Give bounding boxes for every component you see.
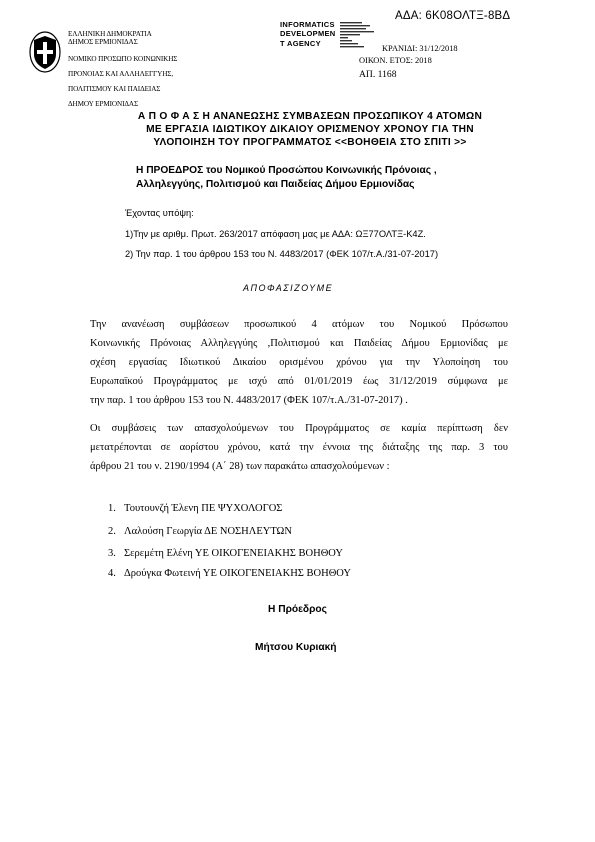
digital-signature-stamp-icon xyxy=(340,21,376,49)
body-line: άρθρου 21 του ν. 2190/1994 (Α΄ 28) των παρακάτω απασχολούμενων : xyxy=(90,461,390,472)
body-line: Κοινωνικής Πρόνοιας Αλληλεγγύης ,Πολιτισμού και Παιδείας Δήμου Ερμιονίδας με xyxy=(90,338,508,349)
employee-number: 1. xyxy=(108,503,116,514)
body-line: μετατρέπονται σε αορίστου χρόνου, κατά την έννοια της διάταξης της παρ. 3 του xyxy=(90,442,508,453)
issuer-line: ΠΟΛΙΤΙΣΜΟΥ ΚΑΙ ΠΑΙΔΕΙΑΣ xyxy=(68,85,161,93)
employee-number: 2. xyxy=(108,526,116,537)
president-heading: Η ΠΡΟΕΔΡΟΣ του Νομικού Προσώπου Κοινωνικής Πρόνοιας , xyxy=(136,165,437,176)
body-line: Ευρωπαϊκού Προγράμματος με ισχύ από 01/01/2019 έως 31/12/2019 σύμφωνα με xyxy=(90,376,508,387)
signature-role: Η Πρόεδρος xyxy=(268,604,327,615)
body-line: Την ανανέωση συμβάσεων προσωπικού 4 ατόμων του Νομικού Πρόσωπου xyxy=(90,319,508,330)
employee-item xyxy=(108,526,292,537)
ada-code: ΑΔΑ: 6Κ08ΟΛΤΞ-8ΒΔ xyxy=(395,10,511,22)
employee-item xyxy=(108,568,351,579)
agency-logo-line: DEVELOPMEN xyxy=(280,29,336,38)
employee-number: 3. xyxy=(108,548,116,559)
body-line: σχέση εργασίας Ιδιωτικού Δικαίου ορισμένου χρόνου για την Υλοποίηση του xyxy=(90,357,508,368)
signature-name: Μήτσου Κυριακή xyxy=(255,642,337,653)
considering-heading: Έχοντας υπόψη: xyxy=(125,208,194,218)
employee-name: Λαλούση Γεωργία ΔΕ ΝΟΣΗΛΕΥΤΩΝ xyxy=(124,526,292,537)
considering-item: 1)Την με αριθμ. Πρωτ. 263/2017 απόφαση μας με ΑΔΑ: ΩΞ77ΟΛΤΞ-Κ4Ζ. xyxy=(125,229,426,239)
fiscal-year: ΟΙΚΟΝ. ΕΤΟΣ: 2018 xyxy=(359,56,432,65)
decision-title: Α Π Ο Φ Α Σ Η ΑΝΑΝΕΩΣΗΣ ΣΥΜΒΑΣΕΩΝ ΠΡΟΣΩΠΙΚΟΥ 4 ΑΤΟΜΩΝ xyxy=(137,111,483,122)
employee-name: Τουτουνζή Έλενη ΠΕ ΨΥΧΟΛΟΓΟΣ xyxy=(124,503,283,514)
decision-title: ΜΕ ΕΡΓΑΣΙΑ ΙΔΙΩΤΙΚΟΥ ΔΙΚΑΙΟΥ ΟΡΙΣΜΕΝΟΥ ΧΡΟΝΟΥ ΓΙΑ ΤΗΝ xyxy=(146,124,474,135)
employee-item xyxy=(108,503,282,514)
employee-item xyxy=(108,548,343,559)
decide-heading: ΑΠΟΦΑΣΙΖΟΥΜΕ xyxy=(243,283,334,293)
employee-number: 4. xyxy=(108,568,116,579)
agency-logo-line: T AGENCY xyxy=(280,39,321,48)
protocol-number: ΑΠ. 1168 xyxy=(359,69,397,80)
issuer-line: ΝΟΜΙΚΟ ΠΡΟΣΩΠΟ ΚΟΙΝΩΝΙΚΗΣ xyxy=(68,55,178,63)
issuer-line: ΔΗΜΟΣ ΕΡΜΙΟΝΙΔΑΣ xyxy=(68,38,138,46)
agency-logo-line: INFORMATICS xyxy=(280,20,335,29)
issuer-line: ΔΗΜΟΥ ΕΡΜΙΟΝΙΔΑΣ xyxy=(68,100,139,108)
greek-emblem-icon xyxy=(28,30,62,74)
body-line: Οι συμβάσεις των απασχολούμενων του Προγράμματος σε καμία περίπτωση δεν xyxy=(90,423,508,434)
employee-name: Δρούγκα Φωτεινή ΥΕ ΟΙΚΟΓΕΝΕΙΑΚΗΣ ΒΟΗΘΟΥ xyxy=(124,568,351,579)
employee-name: Σερεμέτη Ελένη ΥΕ ΟΙΚΟΓΕΝΕΙΑΚΗΣ ΒΟΗΘΟΥ xyxy=(124,548,343,559)
president-heading: Αλληλεγγύης, Πολιτισμού και Παιδείας Δήμου Ερμιονίδας xyxy=(136,179,415,190)
body-line: την παρ. 1 του άρθρου 153 του Ν. 4483/2017 (ΦΕΚ 107/τ.Α./31-07-2017) . xyxy=(90,395,408,406)
issuer-line: ΠΡΟΝΟΙΑΣ ΚΑΙ ΑΛΛΗΛΕΓΓΥΗΣ, xyxy=(68,70,174,78)
document-date: ΚΡΑΝΙΔΙ: 31/12/2018 xyxy=(382,44,458,53)
decision-title: ΥΛΟΠΟΙΗΣΗ ΤΟΥ ΠΡΟΓΡΑΜΜΑΤΟΣ <<ΒΟΗΘΕΙΑ ΣΤΟ ΣΠΙΤΙ >> xyxy=(153,137,467,148)
issuer-line: ΕΛΛΗΝΙΚΗ ΔΗΜΟΚΡΑΤΙΑ xyxy=(68,30,152,38)
considering-item: 2) Την παρ. 1 του άρθρου 153 του Ν. 4483/2017 (ΦΕΚ 107/τ.Α./31-07-2017) xyxy=(125,249,439,259)
